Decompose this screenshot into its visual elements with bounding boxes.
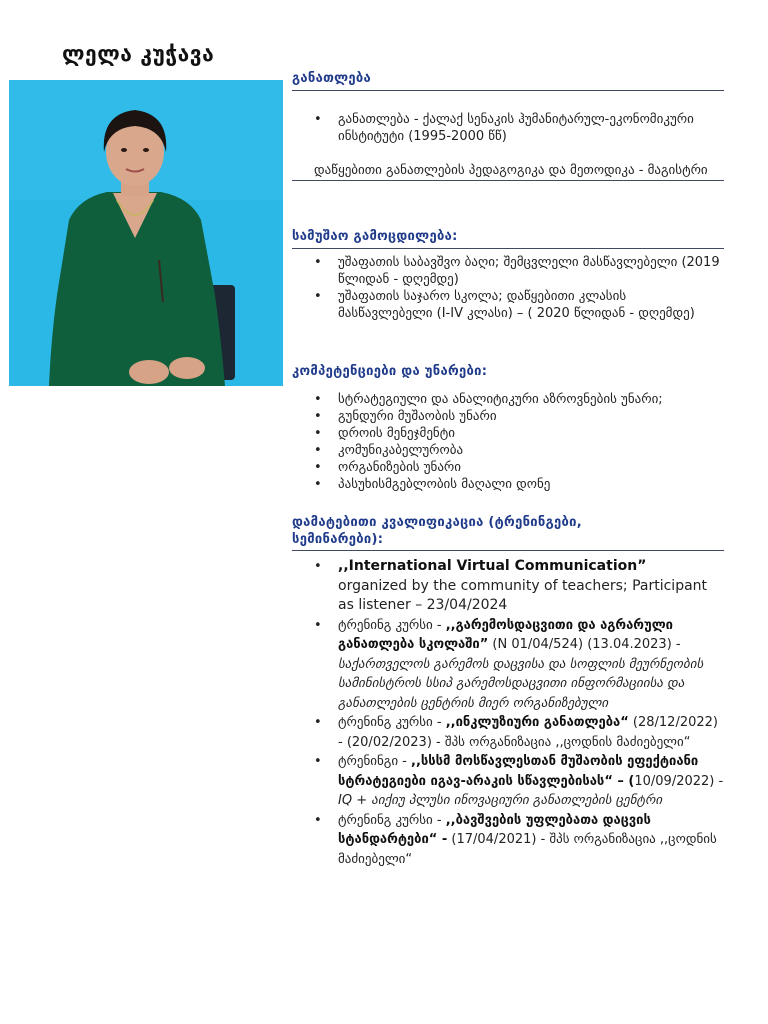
skills-section — [292, 363, 724, 493]
list-item: • ტრენინგ კურსი - ,,გარემოსდაცვითი და აგრარული განათლება სკოლაში” (N 01/04/524) (13.04.2023) - საქართველოს გარემოს დაცვისა და სოფლის მეურნეობის სამინისტროს სსიპ გარემოსდაცვითი ინფორმაციისა და განათლების ცენტრის მიერ ორგანიზებული — [314, 617, 704, 711]
list-item: • უშაფათის საბავშვო ბაღი; შემცვლელი მასწავლებელი (2019 წლიდან - დღემდე) — [314, 255, 720, 287]
list-item: • გუნდური მუშაობის უნარი — [314, 409, 497, 424]
education-heading: განათლება — [292, 70, 724, 91]
list-item: • ორგანიზების უნარი — [314, 460, 461, 475]
education-section — [292, 70, 724, 181]
bullet-icon: • — [314, 112, 322, 127]
trainings-list — [292, 557, 724, 869]
bullet-icon: • — [314, 255, 322, 270]
list-item: • ტრენინგი - ,,სსსმ მოსწავლესთან მუშაობის ეფექტიანი სტრატეგიები იგავ-არაკის სწავლებისას“ – (10/09/2022) - IQ + აიქიუ პლუსი ინოვაციური განათლების ცენტრი — [314, 754, 724, 808]
bullet-icon: • — [314, 617, 322, 633]
education-list — [292, 111, 724, 145]
bullet-icon: • — [314, 715, 322, 730]
list-item: • ტრენინგ კურსი - ,,ინკლუზიური განათლება“ (28/12/2022) - (20/02/2023) - შპს ორგანიზაცია ,,ცოდნის მაძიებელი“ — [314, 715, 718, 750]
bullet-icon: • — [314, 754, 322, 769]
profile-photo — [9, 80, 283, 386]
section-divider — [292, 550, 724, 551]
bullet-icon: • — [314, 559, 322, 574]
list-item: • პასუხისმგებლობის მაღალი დონე — [314, 477, 551, 492]
person-name: ლელა კუჭავა — [62, 42, 215, 66]
bullet-icon: • — [314, 409, 322, 424]
experience-section — [292, 228, 724, 322]
list-item: • კომუნიკაბელურობა — [314, 443, 464, 458]
bullet-icon: • — [314, 812, 322, 828]
bullet-icon: • — [314, 460, 322, 475]
bullet-icon: • — [314, 426, 322, 441]
skills-list — [292, 391, 724, 493]
bullet-icon: • — [314, 477, 322, 492]
list-item: • ,,International Virtual Communication” organized by the community of teachers; Participant as listener – 23/04/2024 — [314, 558, 708, 613]
list-item: • უშაფათის საჯარო სკოლა; დაწყებითი კლასის მასწავლებელი (I-IV კლასი) – ( 2020 წლიდან - დღემდე) — [314, 289, 695, 321]
trainings-heading: დამატებითი კვალიფიკაცია (ტრენინგები, სემინარები): — [292, 515, 582, 547]
list-item: • ტრენინგ კურსი - ,,ბავშვების უფლებათა დაცვის სტანდარტები“ - (17/04/2021) - შპს ორგანიზაცია ,,ცოდნის მაძიებელი“ — [314, 812, 717, 867]
experience-list — [292, 254, 724, 322]
trainings-section — [292, 514, 724, 869]
bullet-icon: • — [314, 289, 322, 304]
bullet-icon: • — [314, 443, 322, 458]
bullet-icon: • — [314, 392, 322, 407]
education-degree: დაწყებითი განათლების პედაგოგიკა და მეთოდიკა - მაგისტრი — [292, 162, 724, 181]
list-item: • სტრატეგიული და ანალიტიკური აზროვნების უნარი; — [314, 392, 663, 407]
list-item: • დროის მენეჯმენტი — [314, 426, 455, 441]
list-item: • განათლება - ქალაქ სენაკის ჰუმანიტარულ-ეკონომიკური ინსტიტუტი (1995-2000 წწ) — [314, 112, 694, 144]
skills-heading: კომპეტენციები და უნარები: — [292, 364, 488, 379]
experience-heading: სამუშაო გამოცდილება: — [292, 228, 724, 249]
